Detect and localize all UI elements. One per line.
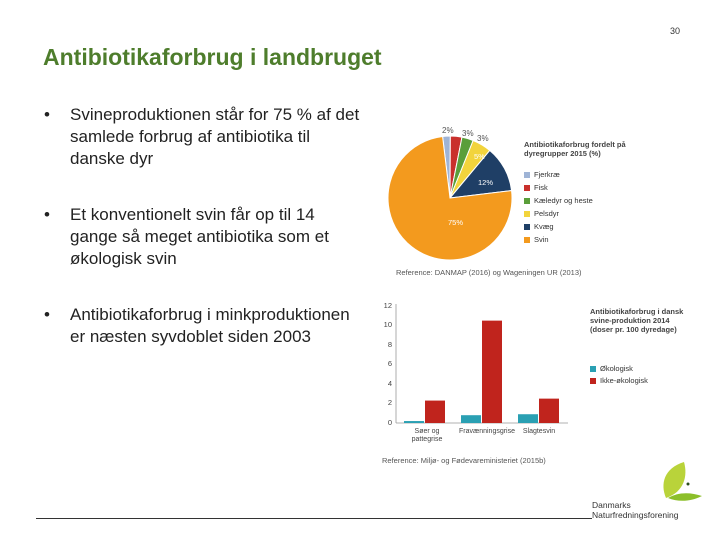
slide-title: Antibiotikaforbrug i landbruget [43,44,382,70]
legend-item-svin [524,235,549,244]
pie-label-fisk: 3% [462,129,474,138]
bullet-dot: • [44,105,50,124]
y-tick: 10 [383,320,392,329]
leaf-logo-icon [592,462,712,502]
bar-ikke-okologisk-1 [425,401,445,423]
dn-logo [592,462,712,532]
pie-label-kvaeg: 12% [478,178,494,187]
bar-okologisk-3 [518,414,538,423]
bar-ikke-okologisk-2 [482,321,502,423]
bar-chart-panel [372,296,702,471]
pie-legend-title: Antibiotikaforbrug fordelt på dyregrupper 2015 (%) [524,140,626,158]
legend-item-kvaeg [524,222,554,231]
bullet-dot: • [44,205,50,224]
legend-swatch [524,198,530,204]
logo-line2: Naturfredningsforening [592,510,679,520]
y-tick: 6 [387,359,392,368]
footer-divider [36,518,592,519]
bar-okologisk-1 [404,421,424,423]
y-tick: 8 [387,340,392,349]
legend-swatch [590,366,596,372]
legend-swatch [524,185,530,191]
bullet-text: Et konventionelt svin får op til 14 gange så meget antibiotika som et økologisk svin [70,205,329,268]
legend-label: Pelsdyr [534,209,560,218]
bullet-item [40,104,360,170]
legend-label: Kæledyr og heste [534,196,593,205]
bar-okologisk-2 [461,415,481,423]
pie-reference: Reference: DANMAP (2016) og Wageningen UR (2013) [396,268,582,277]
bullet-item [40,204,360,270]
bar-ikke-okologisk-3 [539,399,559,423]
pie-label-svin: 75% [448,218,464,227]
pie-chart-panel [388,118,688,288]
logo-text [592,500,678,520]
y-tick: 0 [387,418,392,427]
logo-line1: Danmarks [592,500,631,510]
bullet-item [40,304,360,348]
legend-swatch [524,211,530,217]
legend-item-fjerkrae [524,170,560,179]
bar-reference: Reference: Miljø- og Fødevareministeriet (2015b) [382,456,546,465]
y-tick: 4 [387,379,392,388]
legend-swatch [524,224,530,230]
pie-label-pelsdyr: 5% [474,152,485,161]
legend-label: Svin [534,235,549,244]
legend-item-pelsdyr [524,209,559,218]
legend-label: Kvæg [534,222,554,231]
legend-swatch [524,172,530,178]
bullet-text: Svineproduktionen står for 75 % af det samlede forbrug af antibiotika til danske dyr [70,105,360,168]
legend-label: Ikke-økologisk [600,376,648,385]
legend-swatch [524,237,530,243]
legend-item-okologisk [590,364,633,373]
legend-label: Fjerkræ [534,170,560,179]
bullet-text: Antibiotikaforbrug i minkproduktionen er næsten syvdoblet siden 2003 [70,305,350,346]
legend-item-ikke-okologisk [590,376,648,385]
legend-item-fisk [524,183,548,192]
y-tick: 12 [383,301,392,310]
pie-label-fjerkrae: 2% [442,126,454,135]
legend-label: Fisk [534,183,548,192]
legend-swatch [590,378,596,384]
x-label: Fravænningsgrise [458,428,516,435]
x-label: Søer og pattegrise [411,428,443,443]
bar-chart [372,296,572,436]
pie-chart [388,118,518,268]
legend-item-kaeledyr [524,196,593,205]
pie-label-kaeledyr: 3% [477,134,489,143]
page-number: 30 [670,26,681,36]
legend-label: Økologisk [600,364,633,373]
bar-legend-title: Antibiotikaforbrug i dansk svine-produktion 2014 (doser pr. 100 dyredage) [590,307,684,334]
x-label: Slagtesvin [522,428,556,435]
bullet-dot: • [44,305,50,324]
y-tick: 2 [387,398,392,407]
bullet-list [40,104,360,382]
